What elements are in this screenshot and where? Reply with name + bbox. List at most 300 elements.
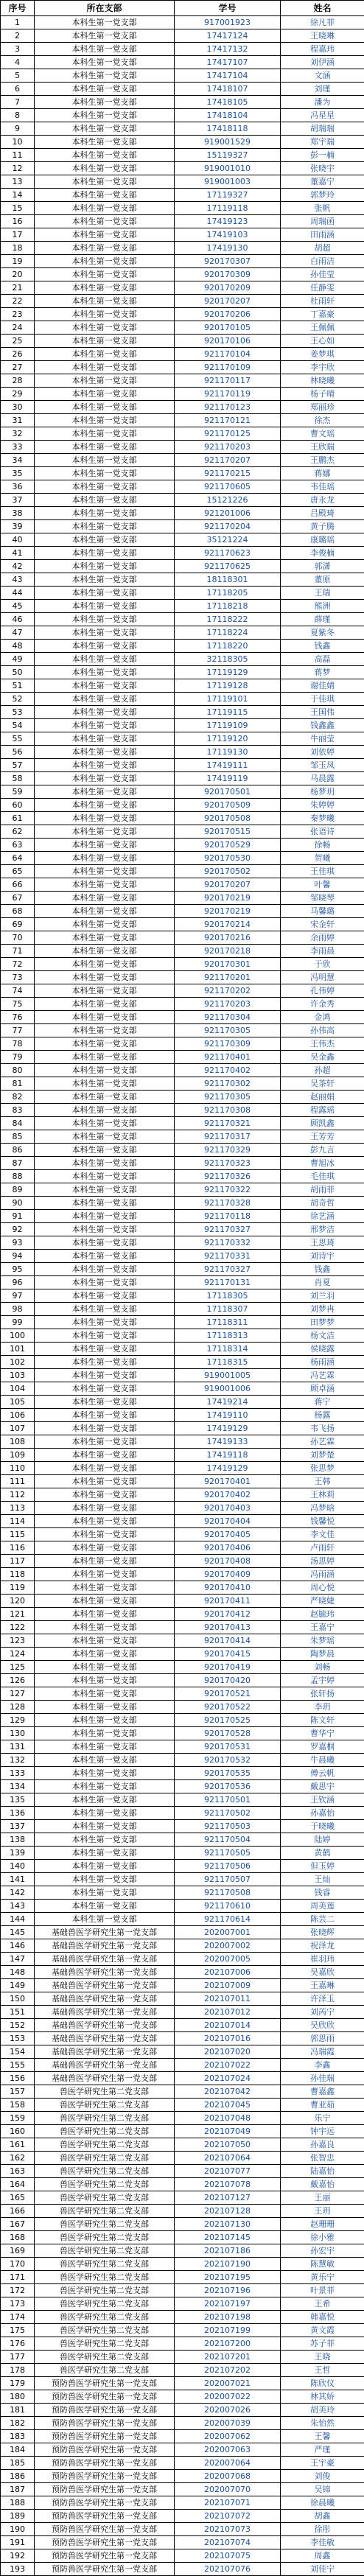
table-row [1,1555,364,1568]
branch-cell: 基础兽医学研究生第一党支部 [35,1939,175,1953]
branch-cell: 本科生第一党支部 [35,1422,175,1435]
row-index: 54 [1,719,35,732]
table-row [1,1064,364,1077]
name-cell: 曹文瑶 [281,427,364,441]
student-id-cell: 920170535 [175,1767,281,1780]
row-index: 82 [1,1091,35,1104]
name-cell: 王心如 [281,335,364,348]
name-cell: 钱睿 [281,1886,364,1900]
student-id-cell: 17119118 [175,202,281,215]
name-cell: 邹玉凤 [281,759,364,772]
table-row [1,1581,364,1595]
branch-cell: 本科生第一党支部 [35,640,175,653]
student-id-cell: 921170331 [175,1250,281,1263]
branch-cell: 预防兽医学研究生第一党支部 [35,2510,175,2523]
branch-cell: 本科生第一党支部 [35,1051,175,1064]
branch-cell: 预防兽医学研究生第一党支部 [35,2536,175,2549]
student-id-cell: 920170515 [175,825,281,839]
name-cell: 贺曦 [281,852,364,865]
row-index: 40 [1,533,35,547]
name-cell: 孔伟婷 [281,984,364,998]
name-cell: 黄文霞 [281,2324,364,2337]
name-cell: 邢梦洁 [281,1223,364,1236]
table-row [1,626,364,640]
student-id-cell: 920170530 [175,852,281,865]
name-cell: 蒋宁 [281,1396,364,1409]
table-row [1,1979,364,1992]
row-index: 84 [1,1117,35,1130]
table-row [1,1634,364,1648]
student-id-cell: 920170209 [175,281,281,295]
table-row [1,1316,364,1329]
row-index: 121 [1,1608,35,1621]
student-id-cell: 202107024 [175,2072,281,2085]
row-index: 30 [1,401,35,414]
branch-cell: 本科生第一党支部 [35,1674,175,1687]
student-id-cell: 17118313 [175,1329,281,1343]
name-cell: 冯瑞霞 [281,2045,364,2059]
table-row [1,719,364,732]
name-cell: 张思梦 [281,1462,364,1475]
student-id-cell: 920170415 [175,1648,281,1661]
name-cell: 孙嘉怡 [281,1807,364,1820]
table-row [1,799,364,812]
student-id-cell: 921170308 [175,1104,281,1117]
student-id-cell: 920170409 [175,1568,281,1581]
row-index: 138 [1,1833,35,1847]
branch-cell: 基础兽医学研究生第一党支部 [35,2072,175,2085]
table-row [1,852,364,865]
table-row [1,2457,364,2470]
row-index: 7 [1,96,35,109]
branch-cell: 本科生第一党支部 [35,1356,175,1369]
table-row [1,1966,364,1979]
student-id-cell: 202007063 [175,2443,281,2457]
student-id-cell: 921170203 [175,998,281,1011]
name-cell: 张智忠 [281,2152,364,2165]
student-id-cell: 17419119 [175,772,281,785]
student-id-cell: 202007068 [175,2470,281,2483]
table-row [1,494,364,507]
student-id-cell: 921170131 [175,1276,281,1289]
branch-cell: 本科生第一党支部 [35,29,175,43]
branch-cell: 本科生第一党支部 [35,1833,175,1847]
name-cell: 林其娇 [281,2390,364,2404]
row-index: 22 [1,295,35,308]
branch-cell: 本科生第一党支部 [35,255,175,268]
row-index: 33 [1,441,35,454]
branch-cell: 本科生第一党支部 [35,361,175,374]
student-id-cell: 921170207 [175,454,281,467]
row-index: 179 [1,2377,35,2390]
student-id-cell: 202107012 [175,2006,281,2019]
table-row [1,2032,364,2045]
row-index: 63 [1,839,35,852]
branch-cell: 本科生第一党支部 [35,799,175,812]
student-id-cell: 921170305 [175,1024,281,1037]
student-id-cell: 202107145 [175,2231,281,2244]
row-index: 80 [1,1064,35,1077]
branch-cell: 本科生第一党支部 [35,1475,175,1488]
branch-cell: 本科生第一党支部 [35,520,175,533]
branch-cell: 本科生第一党支部 [35,732,175,746]
row-index: 3 [1,43,35,56]
branch-cell: 本科生第一党支部 [35,56,175,69]
header-index: 序号 [1,1,35,16]
table-row [1,1687,364,1701]
branch-cell: 本科生第一党支部 [35,865,175,878]
branch-cell: 基础兽医学研究生第一党支部 [35,1992,175,2006]
branch-cell: 本科生第一党支部 [35,679,175,693]
row-index: 67 [1,892,35,905]
student-id-cell: 921170614 [175,1913,281,1926]
row-index: 83 [1,1104,35,1117]
branch-cell: 本科生第一党支部 [35,1714,175,1727]
branch-cell: 预防兽医学研究生第一党支部 [35,2549,175,2563]
name-cell: 谢佳婧 [281,679,364,693]
branch-cell: 本科生第一党支部 [35,348,175,361]
name-cell: 朱怡然 [281,2417,364,2430]
student-id-cell: 920170405 [175,1528,281,1541]
table-row [1,2218,364,2231]
table-row [1,361,364,374]
branch-cell: 本科生第一党支部 [35,1276,175,1289]
table-row [1,83,364,96]
table-row [1,2284,364,2297]
branch-cell: 本科生第一党支部 [35,1396,175,1409]
table-row [1,1714,364,1727]
table-row [1,1873,364,1886]
student-id-cell: 920170413 [175,1621,281,1634]
name-cell: 曹旭冰 [281,1157,364,1170]
student-id-cell: 202107014 [175,2019,281,2032]
branch-cell: 本科生第一党支部 [35,1754,175,1767]
student-id-cell: 921170309 [175,1037,281,1051]
table-row [1,1250,364,1263]
branch-cell: 本科生第一党支部 [35,1900,175,1913]
student-id-cell: 920170419 [175,1661,281,1674]
table-row [1,507,364,520]
student-id-cell: 18118301 [175,573,281,587]
table-row [1,1661,364,1674]
table-row [1,2297,364,2311]
table-row [1,1356,364,1369]
row-index: 59 [1,785,35,799]
student-id-cell: 17419123 [175,215,281,228]
table-row [1,2178,364,2191]
student-id-cell: 202107049 [175,2125,281,2138]
row-index: 182 [1,2417,35,2430]
table-row [1,374,364,388]
student-id-cell: 17419118 [175,1449,281,1462]
name-cell: 张语诗 [281,825,364,839]
table-row [1,1024,364,1037]
student-id-cell: 202107048 [175,2112,281,2125]
branch-cell: 预防兽医学研究生第一党支部 [35,2563,175,2576]
name-cell: 薛瑾 [281,613,364,626]
student-id-cell: 202107016 [175,2032,281,2045]
student-id-cell: 17118305 [175,1289,281,1303]
student-id-cell: 921170501 [175,1793,281,1807]
branch-cell: 本科生第一党支部 [35,1263,175,1276]
student-id-cell: 17419130 [175,242,281,255]
row-index: 5 [1,69,35,83]
branch-cell: 本科生第一党支部 [35,1329,175,1343]
name-cell: 刘兰羽 [281,1289,364,1303]
branch-cell: 本科生第一党支部 [35,931,175,945]
row-index: 172 [1,2284,35,2297]
branch-cell: 本科生第一党支部 [35,175,175,189]
row-index: 147 [1,1953,35,1966]
student-id-cell: 917001923 [175,16,281,29]
row-index: 191 [1,2536,35,2549]
branch-cell: 本科生第一党支部 [35,984,175,998]
name-cell: 戴思宇 [281,1780,364,1793]
branch-cell: 本科生第一党支部 [35,494,175,507]
name-cell: 唐永龙 [281,494,364,507]
name-cell: 丁嘉豪 [281,308,364,321]
name-cell: 李宇欣 [281,361,364,374]
table-row [1,427,364,441]
student-id-cell: 920170502 [175,865,281,878]
table-row [1,1422,364,1435]
table-row [1,69,364,83]
table-row [1,785,364,799]
student-id-cell: 919001529 [175,136,281,149]
row-index: 116 [1,1541,35,1555]
table-row [1,2536,364,2549]
row-index: 74 [1,984,35,998]
table-row [1,454,364,467]
table-row [1,441,364,454]
name-cell: 康璐瑶 [281,533,364,547]
student-id-cell: 919001010 [175,162,281,175]
table-row [1,2045,364,2059]
row-index: 49 [1,653,35,666]
table-row [1,2205,364,2218]
table-row [1,1833,364,1847]
table-row [1,918,364,931]
student-id-cell: 920170214 [175,918,281,931]
name-cell: 王鹏杰 [281,454,364,467]
name-cell: 周鑫 [281,2549,364,2563]
table-row [1,693,364,706]
student-id-cell: 17417104 [175,69,281,83]
row-index: 120 [1,1595,35,1608]
branch-cell: 兽医学研究生第二党支部 [35,2112,175,2125]
student-id-cell: 202107128 [175,2205,281,2218]
branch-cell: 本科生第一党支部 [35,162,175,175]
name-cell: 刘瑾 [281,83,364,96]
branch-cell: 本科生第一党支部 [35,268,175,281]
name-cell: 毛佳琪 [281,1170,364,1183]
table-row [1,401,364,414]
student-id-cell: 17419129 [175,1422,281,1435]
student-id-cell: 202007064 [175,2457,281,2470]
branch-cell: 本科生第一党支部 [35,1183,175,1197]
row-index: 107 [1,1422,35,1435]
student-id-cell: 920170508 [175,812,281,825]
table-row [1,321,364,335]
row-index: 70 [1,931,35,945]
name-cell: 钱鑫 [281,640,364,653]
student-id-cell: 920170525 [175,1714,281,1727]
row-index: 25 [1,335,35,348]
student-id-cell: 921170503 [175,1820,281,1833]
name-cell: 叶景菲 [281,2284,364,2297]
branch-cell: 本科生第一党支部 [35,1064,175,1077]
name-cell: 徐畅 [281,839,364,852]
row-index: 68 [1,905,35,918]
student-id-cell: 202107200 [175,2337,281,2351]
student-id-cell: 202107199 [175,2324,281,2337]
row-index: 75 [1,998,35,1011]
name-cell: 周瑞函 [281,215,364,228]
row-index: 129 [1,1714,35,1727]
table-row [1,1329,364,1343]
row-index: 92 [1,1223,35,1236]
name-cell: 王思琦 [281,1236,364,1250]
table-row [1,945,364,958]
row-index: 134 [1,1780,35,1793]
name-cell: 杨雨涵 [281,1356,364,1369]
row-index: 117 [1,1555,35,1568]
table-row [1,1475,364,1488]
branch-cell: 本科生第一党支部 [35,1170,175,1183]
name-cell: 陆嘉怡 [281,2165,364,2178]
name-cell: 曹亚茹 [281,2099,364,2112]
table-row [1,1197,364,1210]
table-row [1,825,364,839]
table-row [1,1051,364,1064]
row-index: 41 [1,547,35,560]
branch-cell: 本科生第一党支部 [35,242,175,255]
name-cell: 林晓曦 [281,374,364,388]
row-index: 73 [1,971,35,984]
table-row [1,1608,364,1621]
name-cell: 但玉婷 [281,1860,364,1873]
branch-cell: 基础兽医学研究生第一党支部 [35,2045,175,2059]
branch-cell: 预防兽医学研究生第一党支部 [35,2523,175,2536]
branch-cell: 本科生第一党支部 [35,1541,175,1555]
branch-cell: 本科生第一党支部 [35,149,175,162]
name-cell: 冯星星 [281,109,364,122]
student-id-cell: 202007070 [175,2483,281,2496]
row-index: 115 [1,1528,35,1541]
branch-cell: 兽医学研究生第二党支部 [35,2297,175,2311]
row-index: 181 [1,2404,35,2417]
table-row [1,1860,364,1873]
name-cell: 黄鹤 [281,1847,364,1860]
row-index: 128 [1,1701,35,1714]
student-id-cell: 202007039 [175,2417,281,2430]
name-cell: 徐晨曦 [281,2496,364,2510]
branch-cell: 本科生第一党支部 [35,308,175,321]
branch-cell: 本科生第一党支部 [35,1303,175,1316]
student-id-cell: 202107022 [175,2059,281,2072]
name-cell: 王佳琪 [281,865,364,878]
branch-cell: 本科生第一党支部 [35,719,175,732]
student-id-cell: 17418118 [175,122,281,136]
row-index: 135 [1,1793,35,1807]
student-id-cell: 17418104 [175,109,281,122]
row-index: 166 [1,2205,35,2218]
branch-cell: 本科生第一党支部 [35,666,175,679]
row-index: 62 [1,825,35,839]
student-id-cell: 15121226 [175,494,281,507]
row-index: 66 [1,878,35,892]
row-index: 124 [1,1648,35,1661]
student-id-cell: 921170321 [175,1117,281,1130]
student-id-cell: 920170536 [175,1780,281,1793]
name-cell: 李玥 [281,1701,364,1714]
name-cell: 田雨涵 [281,228,364,242]
table-row [1,242,364,255]
table-row [1,388,364,401]
student-id-cell: 202107072 [175,2510,281,2523]
name-cell: 王嘉宁 [281,1621,364,1634]
student-id-cell: 17118314 [175,1343,281,1356]
name-cell: 董原 [281,573,364,587]
row-index: 9 [1,122,35,136]
name-cell: 郭梦玲 [281,189,364,202]
row-index: 16 [1,215,35,228]
row-index: 100 [1,1329,35,1343]
student-id-cell: 921170610 [175,1900,281,1913]
name-cell: 蒋娜 [281,467,364,480]
table-row [1,1170,364,1183]
branch-cell: 基础兽医学研究生第一党支部 [35,1979,175,1992]
table-row [1,998,364,1011]
branch-cell: 本科生第一党支部 [35,1581,175,1595]
student-id-cell: 202107078 [175,2178,281,2191]
row-index: 69 [1,918,35,931]
branch-cell: 兽医学研究生第二党支部 [35,2244,175,2258]
branch-cell: 基础兽医学研究生第一党支部 [35,1926,175,1939]
branch-cell: 兽医学研究生第二党支部 [35,2364,175,2377]
branch-cell: 本科生第一党支部 [35,1223,175,1236]
row-index: 57 [1,759,35,772]
student-id-cell: 920170531 [175,1740,281,1754]
table-row [1,746,364,759]
table-row [1,1343,364,1356]
row-index: 94 [1,1250,35,1263]
student-id-cell: 35121224 [175,533,281,547]
table-row [1,202,364,215]
branch-cell: 本科生第一党支部 [35,785,175,799]
branch-cell: 兽医学研究生第二党支部 [35,2125,175,2138]
row-index: 123 [1,1634,35,1648]
name-cell: 杨露 [281,1409,364,1422]
name-cell: 邹晓琴 [281,892,364,905]
branch-cell: 本科生第一党支部 [35,1502,175,1515]
table-row [1,467,364,480]
row-index: 52 [1,693,35,706]
student-id-cell: 17419214 [175,1396,281,1409]
student-id-cell: 921170623 [175,547,281,560]
student-id-cell: 202107077 [175,2165,281,2178]
student-id-cell: 920170219 [175,892,281,905]
branch-cell: 本科生第一党支部 [35,1793,175,1807]
name-cell: 王晓琳 [281,29,364,43]
name-cell: 韦飞扬 [281,1422,364,1435]
row-index: 65 [1,865,35,878]
row-index: 110 [1,1462,35,1475]
table-row [1,1926,364,1939]
table-row [1,335,364,348]
table-row [1,1104,364,1117]
branch-cell: 本科生第一党支部 [35,427,175,441]
